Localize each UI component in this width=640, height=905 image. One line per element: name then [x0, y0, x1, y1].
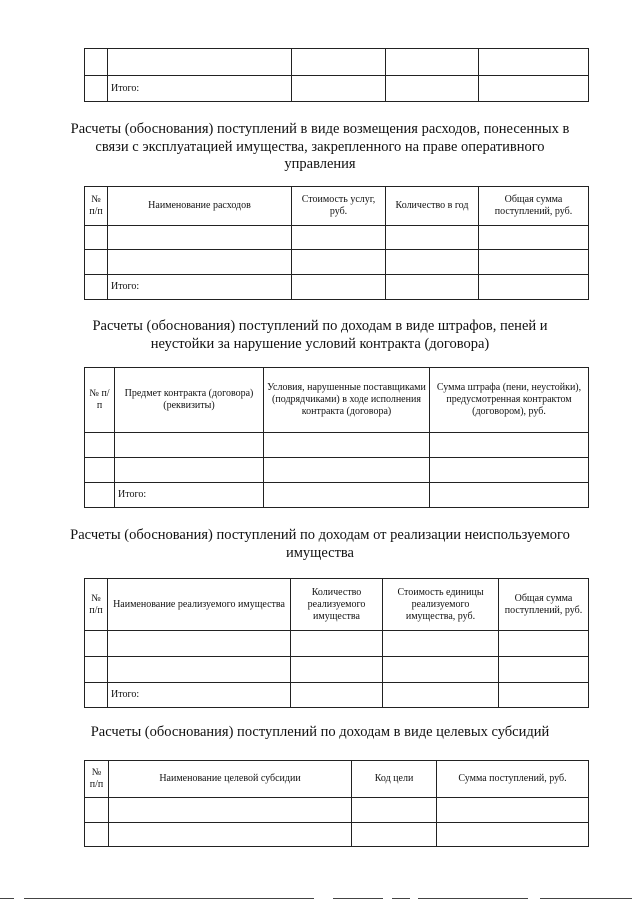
table-cell — [352, 798, 437, 823]
table-cell — [291, 631, 383, 657]
table-cell — [383, 657, 499, 683]
table-cell — [499, 657, 589, 683]
table-cell — [499, 631, 589, 657]
column-header-total-amount: Общая сумма поступлений, руб. — [499, 579, 589, 631]
table-cell — [352, 823, 437, 847]
table-row — [85, 798, 589, 823]
total-label: Итого: — [108, 76, 292, 102]
table-cell — [291, 683, 383, 708]
table-header-row — [85, 368, 589, 433]
table-cell — [386, 49, 479, 76]
table-cell — [85, 483, 115, 508]
column-header-contract-subject: Предмет контракта (договора) (реквизиты) — [115, 368, 264, 433]
table-row — [85, 458, 589, 483]
scan-edge-line — [0, 898, 14, 899]
table-cell — [85, 226, 108, 250]
table-cell — [264, 483, 430, 508]
scan-edge-line — [24, 898, 314, 899]
section-title-property-sale: Расчеты (обоснования) поступлений по доходам от реализации неиспользуемого имущества — [70, 527, 570, 561]
table-cell — [85, 76, 108, 102]
table-cell — [115, 458, 264, 483]
table-cell — [430, 458, 589, 483]
table-cell — [85, 433, 115, 458]
table-header-row — [85, 187, 589, 226]
table-cell — [479, 49, 589, 76]
table-cell — [85, 683, 108, 708]
table-row — [85, 631, 589, 657]
table-row — [85, 823, 589, 847]
scan-edge-line — [418, 898, 528, 899]
scan-edge-line — [392, 898, 410, 899]
table-row — [85, 49, 589, 76]
scan-edge-line — [540, 898, 632, 899]
table-cell — [292, 49, 386, 76]
column-header-service-cost: Стоимость услуг, руб. — [292, 187, 386, 226]
column-header-number: № п/п — [85, 579, 108, 631]
table-cell — [479, 275, 589, 300]
table-cell — [430, 433, 589, 458]
table-cell — [386, 226, 479, 250]
column-header-expense-name: Наименование расходов — [108, 187, 292, 226]
table-cell — [109, 798, 352, 823]
table-property-sale — [84, 578, 589, 708]
table-cell — [292, 76, 386, 102]
section-title-fines-penalties: Расчеты (обоснования) поступлений по доходам в виде штрафов, пеней и неустойки за нарушение условий контракта (договора) — [92, 318, 548, 352]
total-label: Итого: — [115, 483, 264, 508]
table-cell — [291, 657, 383, 683]
column-header-unit-cost: Стоимость единицы реализуемого имущества, руб. — [383, 579, 499, 631]
table-cell — [386, 76, 479, 102]
table-cell — [85, 657, 108, 683]
column-header-fine-amount: Сумма штрафа (пени, неустойки), предусмотренная контрактом (договором), руб. — [430, 368, 589, 433]
column-header-quantity-per-year: Количество в год — [386, 187, 479, 226]
table-cell — [386, 275, 479, 300]
table-cell — [85, 631, 108, 657]
section-title-target-subsidies: Расчеты (обоснования) поступлений по доходам в виде целевых субсидий — [90, 724, 550, 740]
table-cell — [383, 683, 499, 708]
table-cell — [292, 226, 386, 250]
table-cell — [108, 49, 292, 76]
table-target-subsidies — [84, 760, 589, 847]
table-cell — [85, 458, 115, 483]
table-row — [85, 226, 589, 250]
table-cell — [292, 275, 386, 300]
table-row — [85, 433, 589, 458]
table-row — [85, 657, 589, 683]
table-row-total — [85, 683, 589, 708]
table-cell — [108, 250, 292, 275]
table-cell — [430, 483, 589, 508]
column-header-property-name: Наименование реализуемого имущества — [108, 579, 291, 631]
table-fines-penalties — [84, 367, 589, 508]
column-header-total-amount: Общая сумма поступлений, руб. — [479, 187, 589, 226]
table-cell — [108, 631, 291, 657]
table-cell — [292, 250, 386, 275]
column-header-receipt-amount: Сумма поступлений, руб. — [437, 761, 589, 798]
table-cell — [108, 226, 292, 250]
section-title-expense-reimbursement: Расчеты (обоснования) поступлений в виде возмещения расходов, понесенных в связи с эксплуатацией имущества, закрепленного на праве оперативного управления — [70, 121, 570, 172]
table-cell — [479, 250, 589, 275]
table-row-total — [85, 275, 589, 300]
column-header-number: № п/п — [85, 761, 109, 798]
total-label: Итого: — [108, 683, 291, 708]
table-cell — [479, 226, 589, 250]
table-header-row — [85, 761, 589, 798]
table-cell — [85, 798, 109, 823]
table-cell — [264, 433, 430, 458]
table-cell — [383, 631, 499, 657]
table-previous-continuation — [84, 48, 589, 102]
table-cell — [115, 433, 264, 458]
table-cell — [85, 823, 109, 847]
table-cell — [437, 798, 589, 823]
table-cell — [264, 458, 430, 483]
table-cell — [109, 823, 352, 847]
table-cell — [85, 49, 108, 76]
table-header-row — [85, 579, 589, 631]
column-header-number: № п/п — [85, 187, 108, 226]
table-cell — [85, 250, 108, 275]
column-header-subsidy-name: Наименование целевой субсидии — [109, 761, 352, 798]
column-header-number: № п/п — [85, 368, 115, 433]
table-row-total — [85, 483, 589, 508]
table-expense-reimbursement — [84, 186, 589, 300]
column-header-violated-conditions: Условия, нарушенные поставщиками (подрядчиками) в ходе исполнения контракта (договора) — [264, 368, 430, 433]
table-cell — [437, 823, 589, 847]
table-cell — [108, 657, 291, 683]
total-label: Итого: — [108, 275, 292, 300]
table-row-total — [85, 76, 589, 102]
column-header-purpose-code: Код цели — [352, 761, 437, 798]
table-cell — [386, 250, 479, 275]
table-row — [85, 250, 589, 275]
column-header-property-quantity: Количество реализуемого имущества — [291, 579, 383, 631]
table-cell — [499, 683, 589, 708]
scan-edge-line — [333, 898, 383, 899]
table-cell — [85, 275, 108, 300]
table-cell — [479, 76, 589, 102]
